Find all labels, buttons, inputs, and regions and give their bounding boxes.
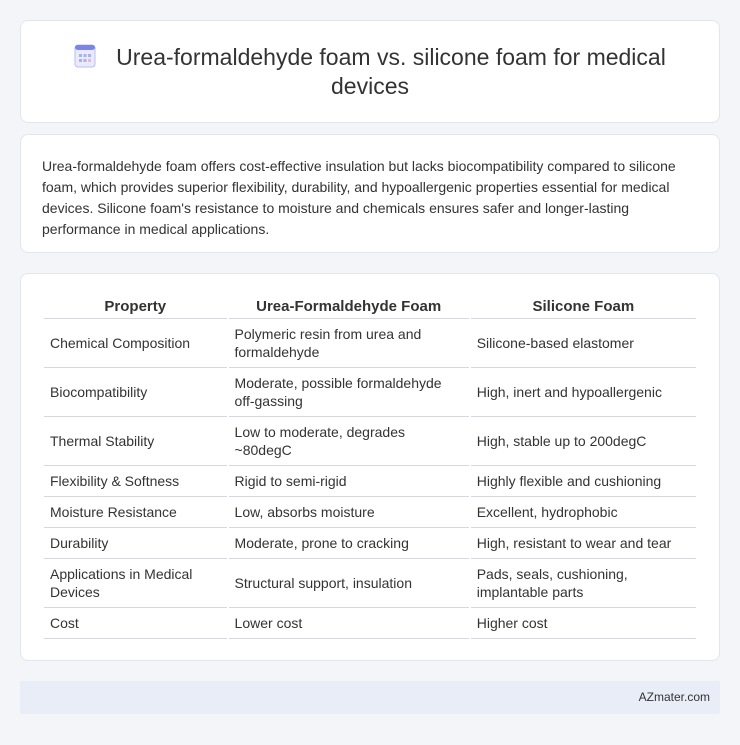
cell-urea: Lower cost (229, 608, 469, 639)
table-row (44, 368, 696, 417)
page-title-line2: devices (331, 73, 409, 99)
cell-property: Moisture Resistance (44, 497, 227, 528)
cell-property: Chemical Composition (44, 319, 227, 368)
footer-site-link[interactable]: AZmater.com (638, 690, 710, 704)
comparison-table (42, 292, 698, 639)
cell-property: Flexibility & Softness (44, 466, 227, 497)
summary-text: Urea-formaldehyde foam offers cost-effective insulation but lacks biocompatibility compared to silicone foam, which provides superior flexibility, durability, and hypoallergenic properties essential for medical devices. Silicone foam's resistance to moisture and chemicals ensures safer and longer-lasting performance in medical applications. (42, 158, 676, 237)
cell-property: Applications in Medical Devices (44, 559, 227, 608)
cell-property: Biocompatibility (44, 368, 227, 417)
cell-property: Durability (44, 528, 227, 559)
table-row (44, 417, 696, 466)
cell-silicone: Pads, seals, cushioning, implantable parts (471, 559, 696, 608)
summary-card (20, 134, 720, 253)
cell-urea: Moderate, possible formaldehyde off-gassing (229, 368, 469, 417)
title-card (20, 20, 720, 123)
cell-silicone: High, stable up to 200degC (471, 417, 696, 466)
table-row (44, 466, 696, 497)
cell-silicone: Higher cost (471, 608, 696, 639)
header-silicone: Silicone Foam (471, 292, 696, 319)
cell-silicone: Highly flexible and cushioning (471, 466, 696, 497)
cell-silicone: Silicone-based elastomer (471, 319, 696, 368)
table-row (44, 528, 696, 559)
cell-silicone: High, inert and hypoallergenic (471, 368, 696, 417)
cell-silicone: High, resistant to wear and tear (471, 528, 696, 559)
table-row (44, 559, 696, 608)
footer-bar (20, 681, 720, 714)
cell-urea: Polymeric resin from urea and formaldehyde (229, 319, 469, 368)
cell-urea: Low, absorbs moisture (229, 497, 469, 528)
cell-urea: Structural support, insulation (229, 559, 469, 608)
header-property: Property (44, 292, 227, 319)
table-row (44, 319, 696, 368)
page-title-line1: Urea-formaldehyde foam vs. silicone foam for medical (116, 44, 666, 70)
cell-silicone: Excellent, hydrophobic (471, 497, 696, 528)
cell-property: Cost (44, 608, 227, 639)
cell-urea: Low to moderate, degrades ~80degC (229, 417, 469, 466)
cell-property: Thermal Stability (44, 417, 227, 466)
document-icon (74, 44, 96, 68)
header-urea-formaldehyde: Urea-Formaldehyde Foam (229, 292, 469, 319)
cell-urea: Moderate, prone to cracking (229, 528, 469, 559)
table-row (44, 608, 696, 639)
cell-urea: Rigid to semi-rigid (229, 466, 469, 497)
table-header-row (44, 292, 696, 319)
comparison-card (20, 273, 720, 661)
table-row (44, 497, 696, 528)
title-wrap (21, 43, 719, 101)
